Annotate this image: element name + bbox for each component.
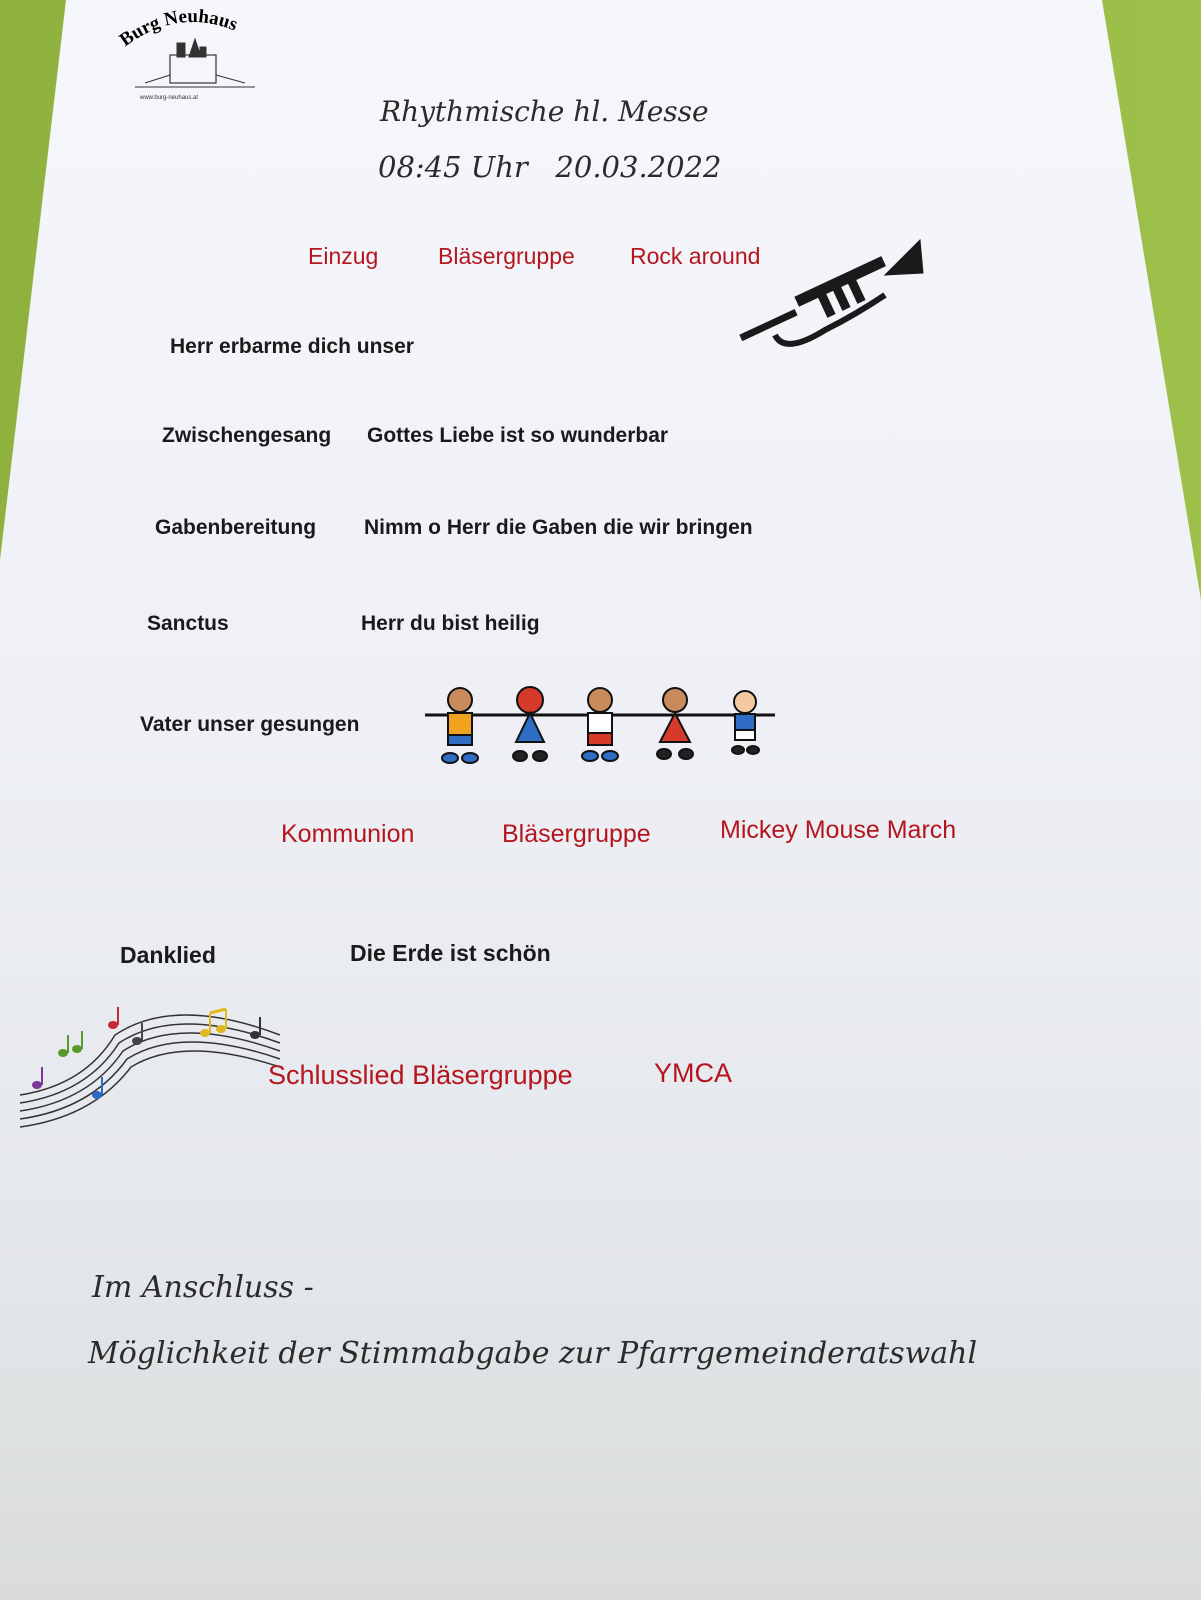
footer-note: Möglichkeit der Stimmabgabe zur Pfarrgemeinderatswahl [88,1336,978,1371]
children-holding-hands-icon [420,680,780,770]
kommunion-label: Kommunion [281,820,415,848]
kommunion-group: Bläsergruppe [502,820,651,848]
trumpet-icon [735,235,930,360]
mass-title: Rhythmische hl. Messe [380,95,709,128]
einzug-label: Einzug [308,243,379,269]
kyrie-label: Herr erbarme dich unser [170,335,414,358]
svg-text:Burg Neuhaus: Burg Neuhaus [115,5,241,51]
mass-datetime: 08:45 Uhr 20.03.2022 [378,150,722,184]
einzug-song: Rock around [630,243,761,269]
schlusslied-label: Schlusslied Bläsergruppe [268,1060,573,1090]
castle-logo-icon [115,5,275,105]
svg-text:www.burg-neuhaus.at: www.burg-neuhaus.at [140,95,199,101]
sanctus-label: Sanctus [147,612,229,635]
danklied-label: Danklied [120,942,216,968]
schlusslied-song: YMCA [654,1058,733,1088]
vater-unser-label: Vater unser gesungen [140,713,360,736]
music-staff-notes-icon [15,995,290,1135]
zwischengesang-label: Zwischengesang [162,424,332,447]
sanctus-song: Herr du bist heilig [361,612,540,635]
gabenbereitung-song: Nimm o Herr die Gaben die wir bringen [364,516,753,539]
zwischengesang-song: Gottes Liebe ist so wunderbar [367,424,669,447]
footer-intro: Im Anschluss - [92,1270,314,1305]
danklied-song: Die Erde ist schön [350,940,551,966]
kommunion-song: Mickey Mouse March [720,816,957,844]
gabenbereitung-label: Gabenbereitung [155,516,317,539]
einzug-group: Bläsergruppe [438,243,575,269]
